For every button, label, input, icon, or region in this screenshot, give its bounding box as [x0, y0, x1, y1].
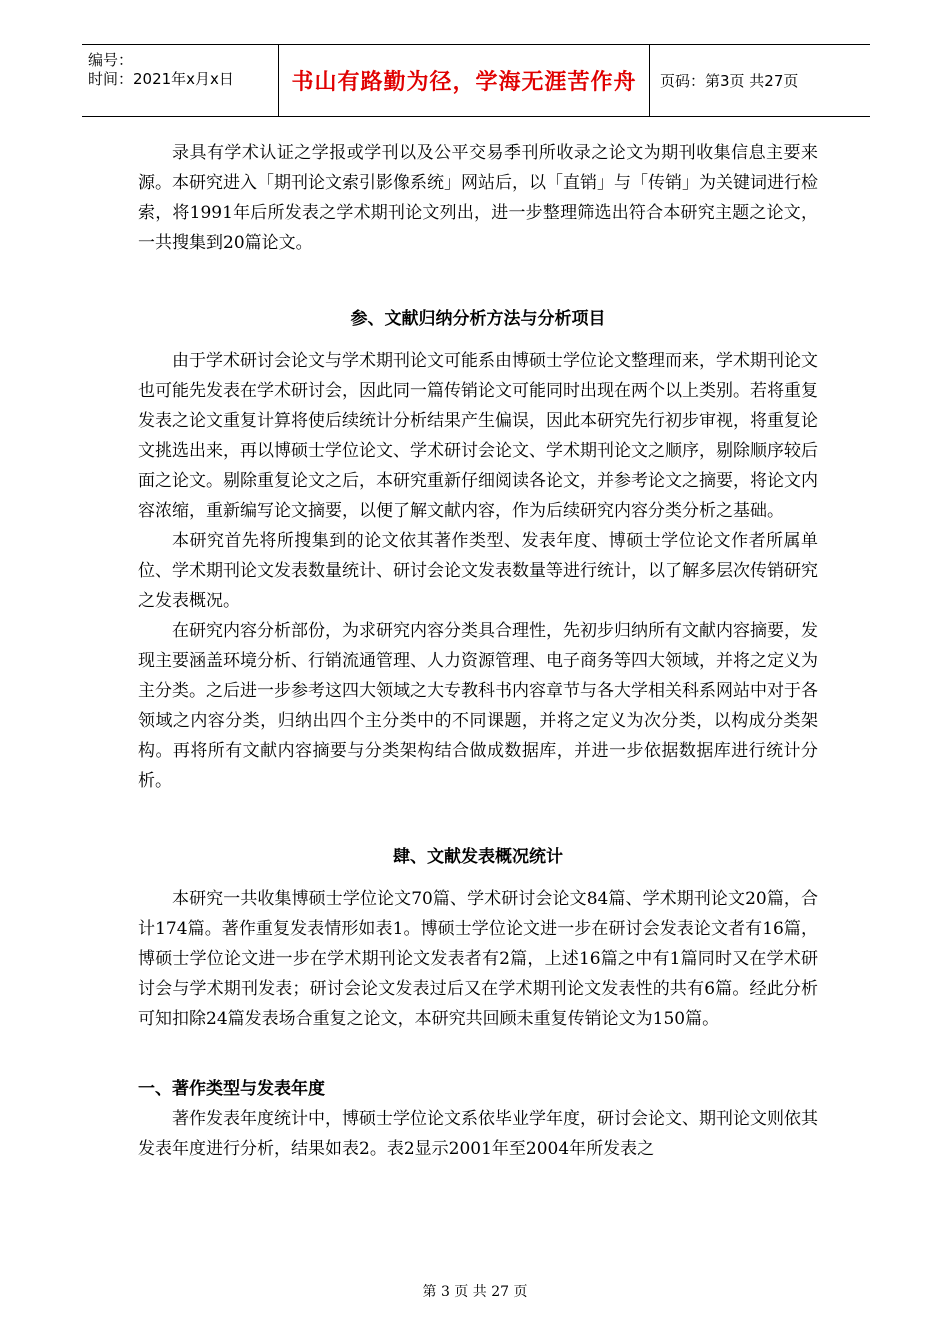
- section-heading: 肆、文献发表概况统计: [393, 847, 563, 867]
- header-meta: [82, 45, 278, 116]
- body-paragraph: 本研究一共收集博硕士学位论文70篇、学术研讨会论文84篇、学术期刊论文20篇，合计174篇。著作重复发表情形如表1。博硕士学位论文进一步在研讨会发表论文者有16篇，博硕士学位论文进一步在学术期刊论文发表者有2篇，上述16篇之中有1篇同时又在学术研讨会与学术期刊发表；研讨会论文发表过后又在学术期刊论文发表性的共有6篇。经此分析可知扣除24篇发表场合重复之论文，本研究共回顾未重复传销论文为150篇。: [138, 889, 818, 1029]
- body-paragraph: 在研究内容分析部份，为求研究内容分类具合理性，先初步归纳所有文献内容摘要，发现主要涵盖环境分析、行销流通管理、人力资源管理、电子商务等四大领域，并将之定义为主分类。之后进一步参考这四大领域之大专教科书内容章节与各大学相关科系网站中对于各领域之内容分类，归纳出四个主分类中的不同课题，并将之定义为次分类，以构成分类架构。再将所有文献内容摘要与分类架构结合做成数据库，并进一步依据数据库进行统计分析。: [138, 621, 818, 791]
- header-motto: 书山有路勤为径，学海无涯苦作舟: [278, 45, 650, 116]
- body-paragraph: 由于学术研讨会论文与学术期刊论文可能系由博硕士学位论文整理而来，学术期刊论文也可能先发表在学术研讨会，因此同一篇传销论文可能同时出现在两个以上类别。若将重复发表之论文重复计算将使后续统计分析结果产生偏误，因此本研究先行初步审视，将重复论文挑选出来，再以博硕士学位论文、学术研讨会论文、学术期刊论文之顺序，剔除顺序较后面之论文。剔除重复论文之后，本研究重新仔细阅读各论文，并参考论文之摘要，将论文内容浓缩，重新编写论文摘要，以便了解文献内容，作为后续研究内容分类分析之基础。: [138, 351, 818, 521]
- body-paragraph: 录具有学术认证之学报或学刊以及公平交易季刊所收录之论文为期刊收集信息主要来源。本研究进入「期刊论文索引影像系统」网站后，以「直销」与「传销」为关键词进行检索，将1991年后所发表之学术期刊论文列出，进一步整理筛选出符合本研究主题之论文，一共搜集到20篇论文。: [138, 143, 818, 253]
- page-header: [82, 44, 870, 117]
- page-footer: 第 3 页 共 27 页: [422, 1284, 528, 1300]
- document-time-label: 时间：2021年x月x日: [88, 70, 234, 88]
- document-body: [138, 138, 818, 1164]
- body-paragraph: 著作发表年度统计中，博硕士学位论文系依毕业学年度，研讨会论文、期刊论文则依其发表年度进行分析，结果如表2。表2显示2001年至2004年所发表之: [138, 1109, 818, 1159]
- section-heading: 参、文献归纳分析方法与分析项目: [350, 309, 606, 329]
- document-number-label: 编号：: [88, 51, 134, 69]
- body-paragraph: 本研究首先将所搜集到的论文依其著作类型、发表年度、博硕士学位论文作者所属单位、学术期刊论文发表数量统计、研讨会论文发表数量等进行统计，以了解多层次传销研究之发表概况。: [138, 531, 818, 611]
- subsection-heading: 一、著作类型与发表年度: [138, 1079, 325, 1099]
- header-page-label: 页码：第3页 共27页: [660, 72, 799, 90]
